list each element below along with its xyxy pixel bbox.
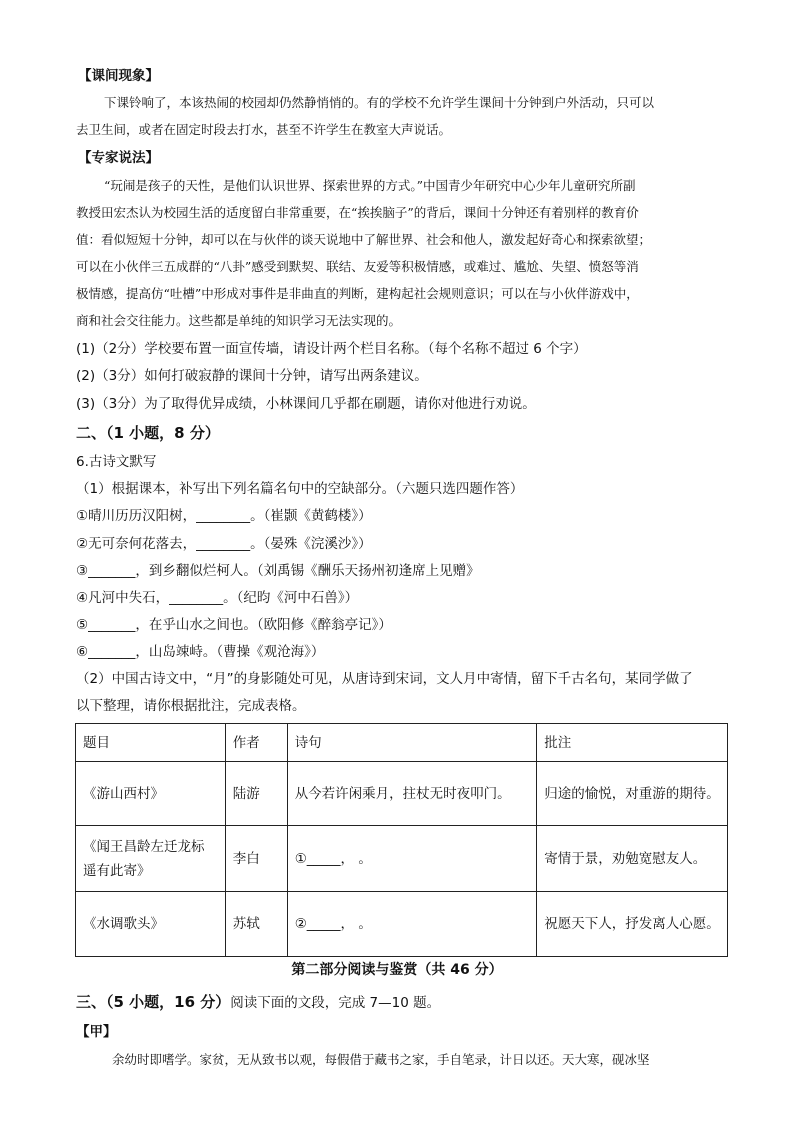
table-cell-verse: ①_____， 。	[287, 826, 537, 892]
table-cell-title: 《闻王昌龄左迁龙标遥有此寄》	[76, 826, 226, 892]
fill-blank-1: ①晴川历历汉阳树，________。（崔颢《黄鹤楼》）	[76, 508, 372, 524]
paragraph-line: 值：看似短短十分钟，却可以在与伙伴的谈天说地中了解世界、社会和他人，激发起好奇心和探索欲望；	[76, 232, 652, 247]
passage-jia-line: 余幼时即嗜学。家贫，无从致书以观，每假借于藏书之家，手自笔录，计日以还。天大寒，砚冰坚	[112, 1052, 650, 1067]
part-2-heading: 第二部分阅读与鉴赏（共 46 分）	[291, 962, 503, 978]
heading-expert-opinion: 【专家说法】	[78, 150, 159, 166]
table-header-cell: 诗句	[287, 724, 537, 762]
question-1: (1)（2分）学校要布置一面宣传墙，请设计两个栏目名称。（每个名称不超过 6 个字）	[76, 341, 587, 357]
table-cell-author: 陆游	[225, 762, 287, 826]
paragraph-line: 可以在小伙伴三五成群的“八卦”感受到默契、联结、友爱等积极情感，或难过、尴尬、失望、愤怒等消	[76, 259, 639, 274]
question-6-part2-line: 以下整理，请你根据批注，完成表格。	[76, 698, 306, 714]
table-row	[76, 762, 728, 826]
table-header-cell: 题目	[76, 724, 226, 762]
table-cell-title: 《水调歌头》	[76, 892, 226, 957]
paragraph-line: 商和社会交往能力。这些都是单纯的知识学习无法实现的。	[76, 313, 402, 328]
fill-blank-6: ⑥_______，山岛竦峙。（曹操《观沧海》）	[76, 644, 325, 660]
section-3-instruction: 阅读下面的文段，完成 7—10 题。	[230, 995, 441, 1011]
table-header-row	[76, 724, 728, 762]
fill-blank-5: ⑤_______，在乎山水之间也。（欧阳修《醉翁亭记》）	[76, 617, 392, 633]
question-6-part1: （1）根据课本，补写出下列名篇名句中的空缺部分。（六题只选四题作答）	[76, 481, 524, 497]
table-cell-verse: ②_____， 。	[287, 892, 537, 957]
paragraph-line: “玩闹是孩子的天性，是他们认识世界、探索世界的方式。”中国青少年研究中心少年儿童研究所副	[104, 178, 636, 193]
table-cell-note: 寄情于景，劝勉宽慰友人。	[537, 826, 728, 892]
section-2-heading: 二、（1 小题，8 分）	[76, 424, 220, 442]
paragraph-line: 下课铃响了，本该热闹的校园却仍然静悄悄的。有的学校不允许学生课间十分钟到户外活动，只可以	[104, 95, 655, 110]
question-2: (2)（3分）如何打破寂静的课间十分钟，请写出两条建议。	[76, 368, 428, 384]
table-cell-author: 苏轼	[225, 892, 287, 957]
table-header-cell: 作者	[225, 724, 287, 762]
question-6-title: 6.古诗文默写	[76, 454, 157, 470]
fill-blank-3: ③_______，到乡翻似烂柯人。（刘禹锡《酬乐天扬州初逢席上见赠》	[76, 563, 480, 579]
fill-blank-4: ④凡河中失石，________。（纪昀《河中石兽》）	[76, 590, 359, 606]
table-header-cell: 批注	[537, 724, 728, 762]
passage-jia-label: 【甲】	[76, 1024, 117, 1040]
table-row	[76, 892, 728, 957]
fill-blank-2: ②无可奈何花落去，________。（晏殊《浣溪沙》）	[76, 536, 372, 552]
table-cell-note: 归途的愉悦，对重游的期待。	[537, 762, 728, 826]
table-row	[76, 826, 728, 892]
table-cell-note: 祝愿天下人，抒发离人心愿。	[537, 892, 728, 957]
question-6-part2-line: （2）中国古诗文中，“月”的身影随处可见，从唐诗到宋词，文人月中寄情，留下千古名句，某同学做了	[76, 671, 693, 687]
table-cell-author: 李白	[225, 826, 287, 892]
paragraph-line: 极情感，提高仿“吐槽”中形成对事件是非曲直的判断，建构起社会规则意识；可以在与小伙伴游戏中，	[76, 286, 639, 301]
section-3-heading	[76, 992, 440, 1013]
section-3-label: 三、（5 小题，16 分）	[76, 993, 231, 1011]
heading-classroom-phenomenon: 【课间现象】	[78, 68, 159, 84]
table-cell-title: 《游山西村》	[76, 762, 226, 826]
table-cell-verse: 从今若许闲乘月，拄杖无时夜叩门。	[287, 762, 537, 826]
question-3: (3)（3分）为了取得优异成绩，小林课间几乎都在刷题，请你对他进行劝说。	[76, 396, 536, 412]
paragraph-line: 教授田宏杰认为校园生活的适度留白非常重要，在“挨挨脑子”的背后，课间十分钟还有着别样的教育价	[76, 205, 639, 220]
moon-poem-table	[75, 723, 728, 957]
paragraph-line: 去卫生间，或者在固定时段去打水，甚至不许学生在教室大声说话。	[76, 122, 452, 137]
